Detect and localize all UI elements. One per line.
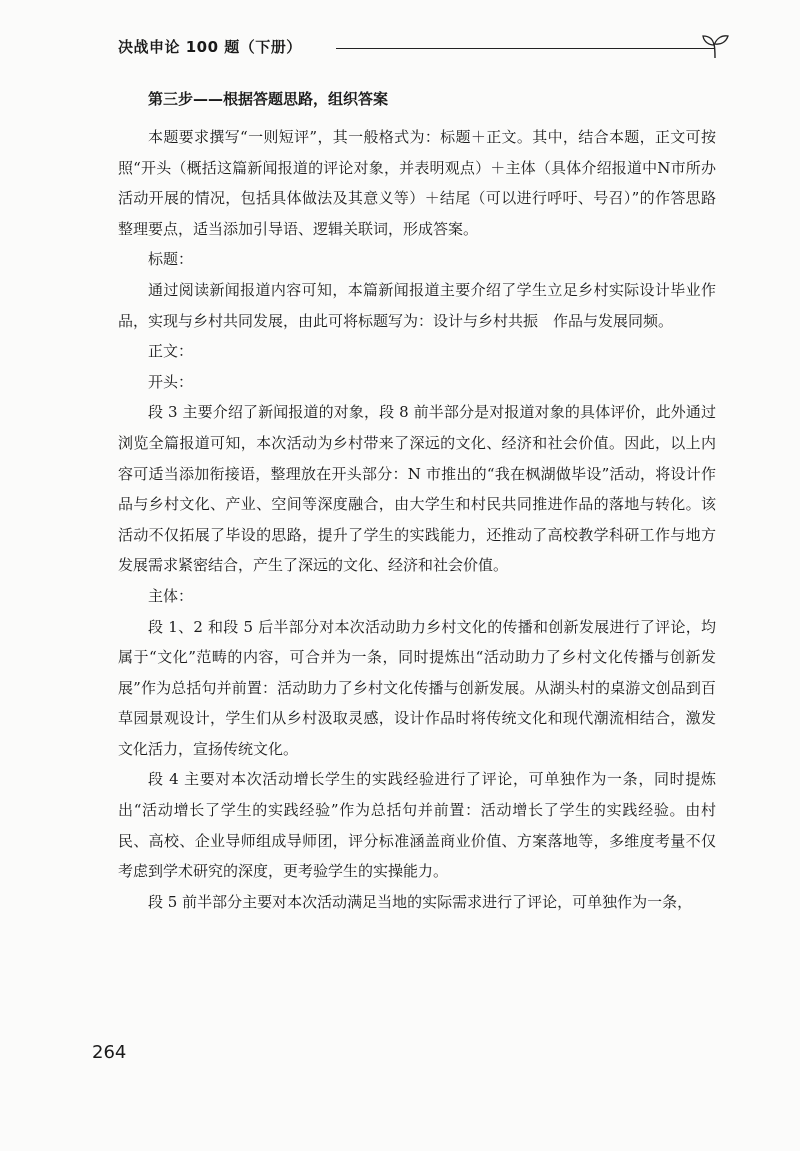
label-title: 标题： bbox=[148, 250, 194, 269]
paragraph-needs-point: 段 5 前半部分主要对本次活动满足当地的实际需求进行了评论，可单独作为一条， bbox=[148, 892, 693, 911]
main-content bbox=[118, 88, 716, 917]
paragraph-instructions: 本题要求撰写“一则短评”，其一般格式为：标题＋正文。其中，结合本题，正文可按照“开头（概括这篇新闻报道的评论对象，并表明观点）＋主体（具体介绍报道中N市所办活动开展的情况，包括具体做法及其意义等）＋结尾（可以进行呼吁、号召）”的作答思路整理要点，适当添加引导语、逻辑关联词，形成答案。 bbox=[118, 128, 716, 238]
page-number: 264 bbox=[92, 1042, 127, 1063]
label-body: 正文： bbox=[148, 342, 194, 361]
paragraph-opening-analysis: 段 3 主要介绍了新闻报道的对象，段 8 前半部分是对报道对象的具体评价，此外通过浏览全篇报道可知，本次活动为乡村带来了深远的文化、经济和社会价值。因此，以上内容可适当添加衔接语，整理放在开头部分：N 市推出的“我在枫湖做毕设”活动，将设计作品与乡村文化、产业、空间等深度融合，由大学生和村民共同推进作品的落地与转化。该活动不仅拓展了毕设的思路，提升了学生的实践能力，还推动了高校教学科研工作与地方发展需求紧密结合，产生了深远的文化、经济和社会价值。 bbox=[118, 403, 716, 575]
paragraph-title-analysis: 通过阅读新闻报道内容可知，本篇新闻报道主要介绍了学生立足乡村实际设计毕业作品，实现与乡村共同发展，由此可将标题写为：设计与乡村共振 作品与发展同频。 bbox=[118, 280, 716, 330]
paragraph-culture-point: 段 1、2 和段 5 后半部分对本次活动助力乡村文化的传播和创新发展进行了评论，均属于“文化”范畴的内容，可合并为一条，同时提炼出“活动助力了乡村文化传播与创新发展”作为总括句并前置：活动助力了乡村文化传播与创新发展。从湖头村的桌游文创品到百草园景观设计，学生们从乡村汲取灵感，设计作品时将传统文化和现代潮流相结合，激发文化活力，宣扬传统文化。 bbox=[118, 617, 716, 758]
running-header bbox=[118, 34, 728, 64]
section-heading: 第三步——根据答题思路，组织答案 bbox=[148, 90, 389, 108]
paragraph-practice-point: 段 4 主要对本次活动增长学生的实践经验进行了评论，可单独作为一条，同时提炼出“活动增长了学生的实践经验”作为总括句并前置：活动增长了学生的实践经验。由村民、高校、企业导师组成导师团，评分标准涵盖商业价值、方案落地等，多维度考量不仅考虑到学术研究的深度，更考验学生的实操能力。 bbox=[118, 770, 716, 881]
label-main-body: 主体： bbox=[148, 586, 194, 605]
header-rule bbox=[336, 48, 714, 49]
sprout-icon bbox=[700, 32, 730, 60]
label-opening: 开头： bbox=[148, 372, 194, 391]
book-title: 决战申论 100 题（下册） bbox=[118, 38, 302, 56]
